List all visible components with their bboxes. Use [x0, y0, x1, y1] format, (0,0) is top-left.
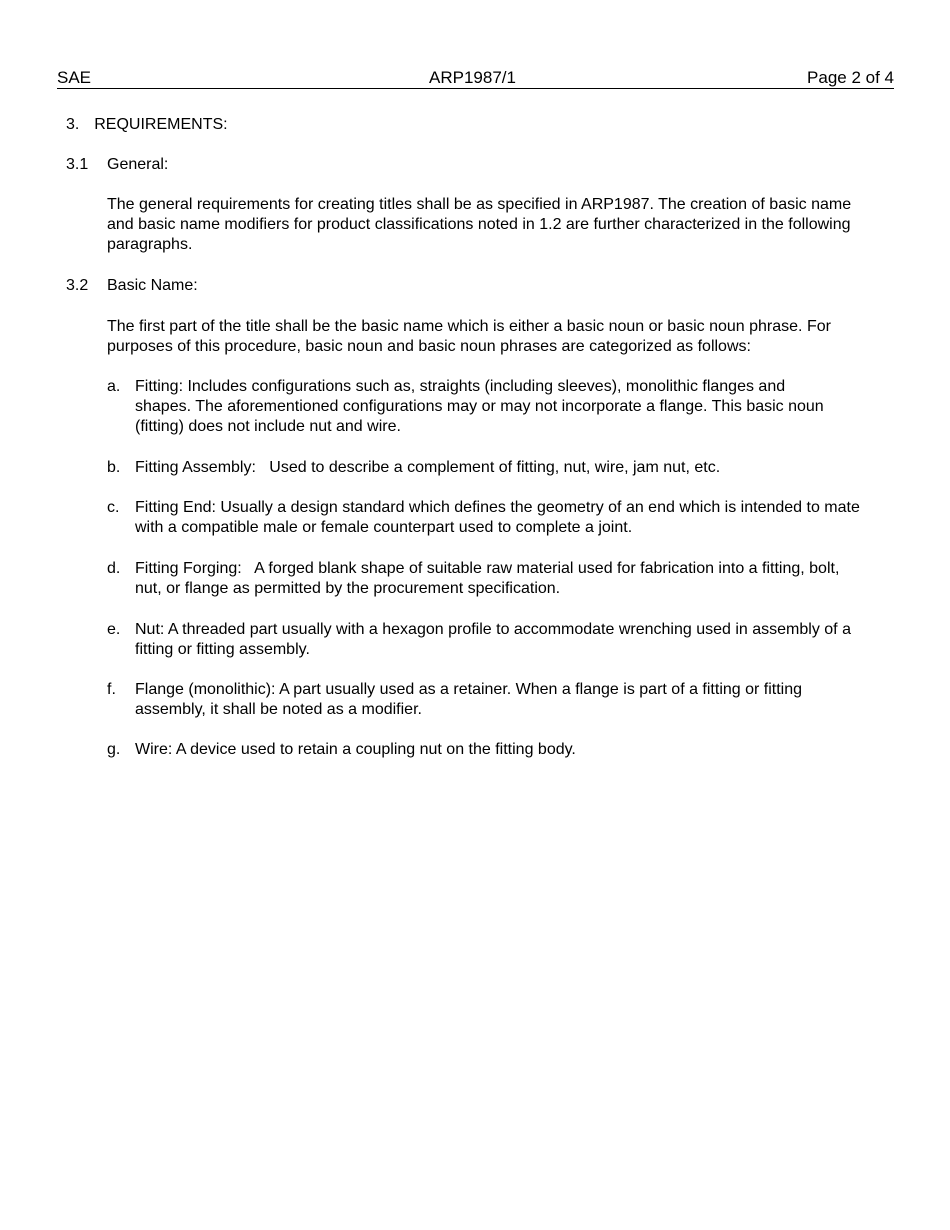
- list-item-letter: c.: [107, 499, 120, 516]
- paragraph-basic-name: The first part of the title shall be the basic name which is either a basic noun or basic noun phrase. For purposes of this procedure, basic noun and basic noun phrases are categorized as follows:: [107, 318, 831, 356]
- header-page-number: Page 2 of 4: [807, 68, 894, 87]
- list-item-letter: d.: [107, 560, 121, 577]
- list-item-text: Flange (monolithic): A part usually used as a retainer. When a flange is part of a fitting or fitting assembly, it shall be noted as a modifier.: [135, 681, 807, 719]
- paragraph-general: The general requirements for creating titles shall be as specified in ARP1987. The creation of basic name and basic name modifiers for product classifications noted in 1.2 are further characterized in the following paragraphs.: [107, 196, 852, 254]
- subsection-heading-basic-name: [66, 276, 88, 296]
- page-header: [57, 68, 894, 89]
- list-item: [107, 377, 835, 438]
- list-item: [107, 680, 867, 720]
- header-document-number: ARP1987/1: [429, 68, 516, 87]
- section-number: 3.: [66, 116, 80, 133]
- list-item: [107, 620, 867, 660]
- section-heading: [66, 115, 228, 135]
- list-item: [107, 559, 867, 599]
- list-item-text: Fitting End: Usually a design standard which defines the geometry of an end which is intended to mate with a compatible male or female counterpart used to complete a joint.: [135, 499, 865, 537]
- list-item: [107, 498, 867, 538]
- subsection-heading-general: [66, 155, 88, 175]
- list-item-letter: e.: [107, 621, 121, 638]
- subsection-title-general: General:: [107, 156, 169, 173]
- list-item-letter: a.: [107, 378, 121, 395]
- list-item-text: Wire: A device used to retain a coupling nut on the fitting body.: [135, 741, 576, 758]
- list-item: [107, 740, 867, 760]
- subsection-number: 3.1: [66, 156, 89, 173]
- list-item-letter: f.: [107, 681, 116, 698]
- list-item-text: Fitting: Includes configurations such as, straights (including sleeves), monolithic flanges and shapes. The aforementioned configurations may or may not incorporate a flange. This basic noun (fitting) does not include nut and wire.: [135, 378, 829, 436]
- list-item-letter: b.: [107, 459, 121, 476]
- list-item-letter: g.: [107, 741, 121, 758]
- list-item: [107, 458, 867, 478]
- list-item-text: Fitting Forging: A forged blank shape of suitable raw material used for fabrication into a fitting, bolt, nut, or flange as permitted by the procurement specification.: [135, 560, 844, 598]
- header-org: SAE: [57, 68, 92, 87]
- section-title: REQUIREMENTS:: [94, 116, 228, 133]
- list-item-text: Fitting Assembly: Used to describe a complement of fitting, nut, wire, jam nut, etc.: [135, 459, 721, 476]
- subsection-title-basic-name: Basic Name:: [107, 277, 198, 294]
- subsection-number: 3.2: [66, 277, 89, 294]
- list-item-text: Nut: A threaded part usually with a hexagon profile to accommodate wrenching used in assembly of a fitting or fitting assembly.: [135, 621, 856, 659]
